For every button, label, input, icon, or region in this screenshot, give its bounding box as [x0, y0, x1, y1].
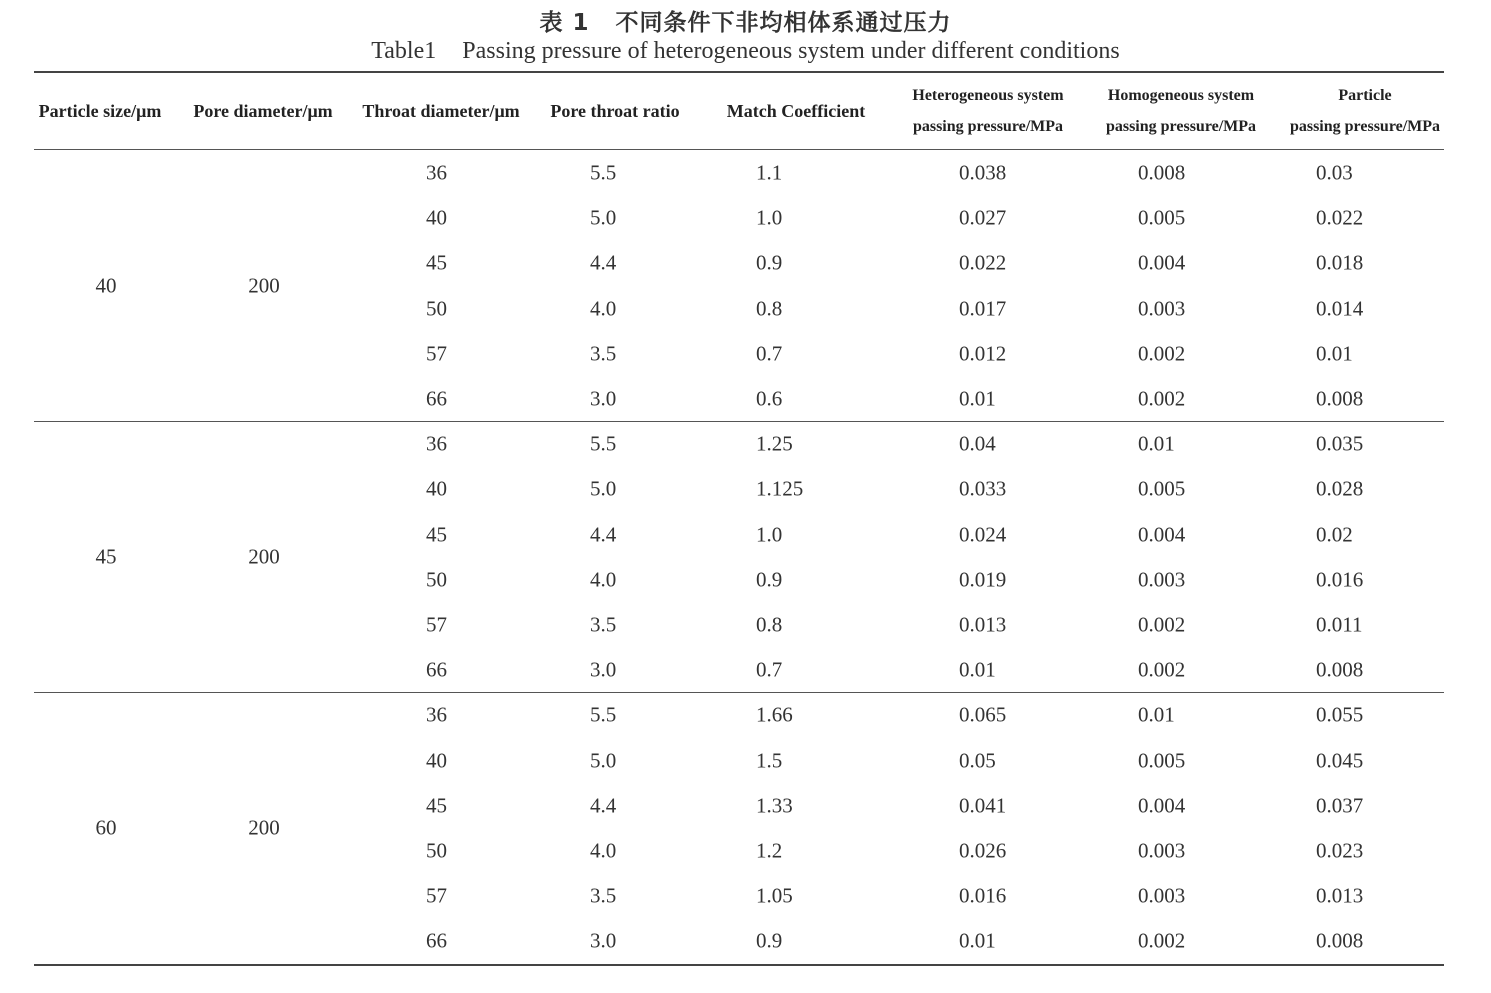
table-cell: 0.016 — [959, 883, 1007, 908]
table-cell: 40 — [426, 748, 447, 773]
table-cell: 5.0 — [590, 748, 617, 773]
table-cell: 0.008 — [1138, 160, 1186, 185]
table-title-en: Passing pressure of heterogeneous system under different conditions — [462, 38, 1120, 64]
table-cell: 5.0 — [590, 476, 617, 501]
table-caption-english — [0, 38, 1491, 65]
column-header — [893, 72, 1083, 150]
table-cell: 1.125 — [756, 476, 804, 501]
column-header — [711, 72, 881, 150]
table-cell: 0.037 — [1316, 793, 1364, 818]
pore-diameter-cell: 200 — [248, 273, 280, 298]
table-label-en: Table1 — [371, 38, 437, 64]
table-cell: 1.33 — [756, 793, 793, 818]
column-header-line: Pore diameter/μm — [193, 100, 333, 121]
table-cell: 0.008 — [1316, 928, 1364, 953]
table-cell: 0.01 — [959, 928, 996, 953]
table-cell: 0.022 — [1316, 205, 1364, 230]
table-cell: 50 — [426, 567, 447, 592]
table-cell: 0.03 — [1316, 160, 1353, 185]
table-cell: 0.002 — [1138, 341, 1186, 366]
table-cell: 0.008 — [1316, 386, 1364, 411]
table-cell: 40 — [426, 476, 447, 501]
table-cell: 1.66 — [756, 702, 793, 727]
table-cell: 0.005 — [1138, 476, 1186, 501]
table-cell: 4.4 — [590, 250, 617, 275]
group-separator — [34, 692, 1444, 693]
table-cell: 0.003 — [1138, 296, 1186, 321]
table-cell: 0.011 — [1316, 612, 1363, 637]
table-cell: 3.5 — [590, 612, 617, 637]
table-cell: 0.016 — [1316, 567, 1364, 592]
table-cell: 1.25 — [756, 431, 793, 456]
table-cell: 0.017 — [959, 296, 1007, 321]
table-cell: 50 — [426, 296, 447, 321]
table-cell: 0.026 — [959, 838, 1007, 863]
table-title-zh: 不同条件下非均相体系通过压力 — [615, 10, 952, 36]
table-cell: 0.013 — [959, 612, 1007, 637]
table-cell: 0.04 — [959, 431, 996, 456]
table-cell: 57 — [426, 612, 447, 637]
table-cell: 4.0 — [590, 838, 617, 863]
table-cell: 0.003 — [1138, 838, 1186, 863]
table-cell: 0.005 — [1138, 748, 1186, 773]
column-header-line: Match Coefficient — [726, 100, 866, 121]
table-cell: 36 — [426, 431, 447, 456]
table-cell: 0.01 — [959, 386, 996, 411]
table-cell: 0.004 — [1138, 522, 1186, 547]
table-cell: 57 — [426, 883, 447, 908]
table-cell: 1.5 — [756, 748, 783, 773]
table-cell: 1.1 — [756, 160, 783, 185]
table-cell: 0.055 — [1316, 702, 1364, 727]
table-cell: 1.0 — [756, 522, 783, 547]
table-cell: 3.0 — [590, 928, 617, 953]
table-cell: 3.5 — [590, 883, 617, 908]
table-cell: 0.022 — [959, 250, 1007, 275]
table-label-zh: 表 1 — [539, 10, 590, 36]
table-cell: 4.4 — [590, 793, 617, 818]
table-cell: 0.028 — [1316, 476, 1364, 501]
column-header-line: Homogeneous system — [1107, 87, 1255, 104]
table-cell: 0.002 — [1138, 928, 1186, 953]
table-cell: 0.023 — [1316, 838, 1364, 863]
table-cell: 0.002 — [1138, 612, 1186, 637]
table-cell: 0.033 — [959, 476, 1007, 501]
column-header — [1280, 72, 1450, 150]
table-cell: 0.9 — [756, 250, 783, 275]
table-caption-chinese — [0, 4, 1491, 37]
table-cell: 0.045 — [1316, 748, 1364, 773]
table-cell: 36 — [426, 160, 447, 185]
table-cell: 66 — [426, 928, 447, 953]
table-cell: 0.038 — [959, 160, 1007, 185]
table-cell: 36 — [426, 702, 447, 727]
table-cell: 5.5 — [590, 160, 617, 185]
table-cell: 45 — [426, 522, 447, 547]
table-cell: 0.01 — [1138, 702, 1175, 727]
column-header-line: passing pressure/MPa — [1105, 118, 1257, 135]
table-cell: 0.027 — [959, 205, 1007, 230]
table-cell: 5.5 — [590, 431, 617, 456]
table-cell: 45 — [426, 250, 447, 275]
table-cell: 0.01 — [1316, 341, 1353, 366]
column-header-line: Particle — [1338, 87, 1392, 104]
table-cell: 0.8 — [756, 612, 783, 637]
table-cell: 0.8 — [756, 296, 783, 321]
table-cell: 4.4 — [590, 522, 617, 547]
table-cell: 0.018 — [1316, 250, 1364, 275]
pore-diameter-cell: 200 — [248, 815, 280, 840]
table-cell: 0.7 — [756, 341, 783, 366]
table-cell: 66 — [426, 657, 447, 682]
table-cell: 66 — [426, 386, 447, 411]
table-cell: 0.9 — [756, 567, 783, 592]
table-cell: 0.01 — [1138, 431, 1175, 456]
column-header — [352, 72, 530, 150]
table-cell: 57 — [426, 341, 447, 366]
particle-size-cell: 45 — [95, 544, 117, 569]
table-cell: 1.05 — [756, 883, 793, 908]
table-cell: 0.6 — [756, 386, 783, 411]
column-header — [540, 72, 690, 150]
column-header — [15, 72, 185, 150]
table-cell: 0.02 — [1316, 522, 1353, 547]
table-cell: 1.0 — [756, 205, 783, 230]
column-header-line: Pore throat ratio — [550, 100, 680, 121]
table-cell: 5.5 — [590, 702, 617, 727]
table-cell: 0.003 — [1138, 567, 1186, 592]
table-cell: 3.0 — [590, 657, 617, 682]
table-cell: 0.9 — [756, 928, 783, 953]
table-cell: 0.014 — [1316, 296, 1364, 321]
table-cell: 5.0 — [590, 205, 617, 230]
table-cell: 3.0 — [590, 386, 617, 411]
column-header-line: passing pressure/MPa — [1289, 118, 1441, 135]
column-header-line: Throat diameter/μm — [362, 100, 520, 121]
column-header — [1091, 72, 1271, 150]
table-cell: 4.0 — [590, 567, 617, 592]
column-header-line: Particle size/μm — [38, 100, 162, 121]
table-cell: 50 — [426, 838, 447, 863]
table-cell: 0.008 — [1316, 657, 1364, 682]
table-cell: 0.041 — [959, 793, 1007, 818]
table-cell: 0.065 — [959, 702, 1007, 727]
table-cell: 40 — [426, 205, 447, 230]
table-cell: 0.05 — [959, 748, 996, 773]
bottom-rule — [34, 964, 1444, 966]
table-cell: 3.5 — [590, 341, 617, 366]
table-cell: 4.0 — [590, 296, 617, 321]
table-cell: 0.004 — [1138, 793, 1186, 818]
table-cell: 0.002 — [1138, 386, 1186, 411]
group-separator — [34, 421, 1444, 422]
table-cell: 0.005 — [1138, 205, 1186, 230]
table-cell: 0.012 — [959, 341, 1007, 366]
column-header-line: passing pressure/MPa — [912, 118, 1064, 135]
table-cell: 0.004 — [1138, 250, 1186, 275]
table-cell: 0.013 — [1316, 883, 1364, 908]
table-cell: 0.01 — [959, 657, 996, 682]
table-cell: 0.002 — [1138, 657, 1186, 682]
table-cell: 0.003 — [1138, 883, 1186, 908]
table-cell: 0.024 — [959, 522, 1007, 547]
table-cell: 0.035 — [1316, 431, 1364, 456]
column-header-line: Heterogeneous system — [912, 87, 1064, 104]
table-cell: 45 — [426, 793, 447, 818]
particle-size-cell: 40 — [95, 273, 117, 298]
table-cell: 0.7 — [756, 657, 783, 682]
table-cell: 1.2 — [756, 838, 783, 863]
pore-diameter-cell: 200 — [248, 544, 280, 569]
table-cell: 0.019 — [959, 567, 1007, 592]
column-header — [183, 72, 343, 150]
particle-size-cell: 60 — [95, 815, 117, 840]
